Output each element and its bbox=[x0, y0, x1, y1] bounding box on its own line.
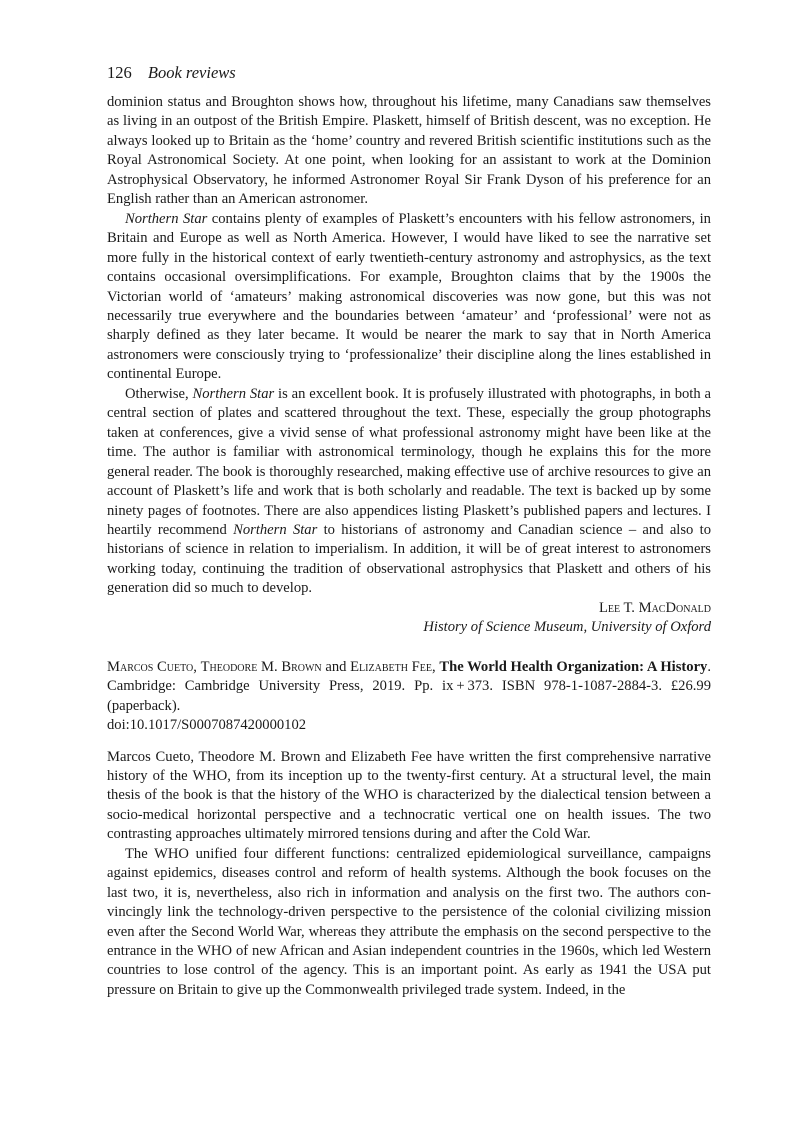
author-name: Elizabeth Fee bbox=[350, 658, 432, 675]
paragraph: Northern Star contains plenty of examples of Plaskett’s encounters with his fellow astronomers, in Britain and Europe as well as North America. However, I would have liked to see the narrative set more fully in the historical context of early twentieth-century astronomy and astrophysics, as the text contains occasional oversimplifications. For example, Broughton claims that by the 1900s the Victorian world of ‘amateurs’ making astronomical discoveries was now gone, but this was not necessarily true everywhere and the boundaries between ‘amateur’ and ‘professional’ were not as sharply defined as they later became. It would be nearer the mark to say that in North America astronomers were consciously trying to ‘professionalize’ their discipline along the lines established in continental Europe. bbox=[107, 210, 711, 383]
page-number: 126 bbox=[107, 63, 132, 82]
author-name: Marcos Cueto bbox=[107, 658, 194, 675]
paragraph: Otherwise, Northern Star is an excellent book. It is profusely illustrated with photographs, in both a central section of plates and scattered throughout the text. These, especially the group photographs taken at conferences, give a vivid sense of what professional astronomy might have been like at the time. The author is familiar with astronomical terminology, though he explains this for the more general reader. The book is thoroughly researched, making effective use of archive resources to give an account of Plaskett’s life and work that is both scholarly and readable. The text is backed up by some ninety pages of footnotes. There are also appendices listing Plaskett’s published papers and lectures. I heartily recommend Northern Star to historians of astronomy and Canadian science – and also to historians of science in relation to imperialism. In addition, it will be of great interest to astronomers working today, continuing the tradition of observational astrophysics that Plaskett and others of his generation did so much to develop. bbox=[107, 385, 711, 597]
book-title-italic: Northern Star bbox=[125, 210, 208, 227]
paragraph: Marcos Cueto, Theodore M. Brown and Elizabeth Fee have written the first comprehensive narrative history of the WHO, from its inception up to the twenty-first century. At a structural level, the main thesis of the book is that the history of the WHO is characterized by the dialectical tension between a socio-medical horizontal perspective and a technocratic vertical one on health issues. The two contrasting approaches ultimately mirrored tensions during and after the Cold War. bbox=[107, 748, 711, 843]
running-head bbox=[107, 62, 711, 84]
section-title: Book reviews bbox=[147, 63, 236, 82]
book-title-italic: Northern Star bbox=[192, 385, 275, 402]
paragraph: dominion status and Broughton shows how, throughout his lifetime, many Canadians saw themselves as living in an outpost of the British Empire. Plaskett, himself of British descent, was no exception. He always looked up to Britain as the ‘home’ country and revered British scientific institutions such as the Royal Astronomical Society. At one point, when looking for an assistant to work at the Dominion Astrophysical Observatory, he informed Astronomer Royal Sir Frank Dyson of his preference for an English rather than an American astronomer. bbox=[107, 94, 711, 208]
reviewer-name: Lee T. MacDonald bbox=[598, 599, 711, 616]
review-2 bbox=[107, 658, 711, 1001]
review-1 bbox=[107, 93, 711, 638]
book-title: The World Health Organization: A History bbox=[439, 658, 708, 675]
author-name: Theodore M. Brown bbox=[200, 658, 322, 675]
paragraph: The WHO unified four different functions: centralized epidemiological surveillance, campaigns against epidemics, diseases control and reform of health systems. Although the book focuses on the last two, it is, nevertheless, also rich in information and analysis on the first two. The authors convincingly link the technology-driven perspective to the persistence of the colonial civilizing mission even after the Second World War, whereas they attribute the emphasis on the second perspective to the entrance in the WHO of new African and Asian independent countries in the 1960s, which led Western countries to lose control of the agency. This is an important point. As early as 1941 the USA put pressure on Britain to give up the Commonwealth privileged trade system. Indeed, in the bbox=[107, 845, 711, 998]
publication-details: . Cambridge: Cambridge University Press, 2019. Pp. ix + 373. ISBN 978-1-1087-2884-3. £26.99 (paperback). bbox=[107, 658, 712, 714]
page bbox=[107, 62, 711, 1000]
book-title-italic: Northern Star bbox=[233, 521, 318, 538]
book-citation: Marcos Cueto, Theodore M. Brown and Elizabeth Fee, The World Health Organization: A History. Cambridge: Cambridge University Press, 2019. Pp. ix + 373. ISBN 978-1-1087-2884-3. £26.99 (paperback). bbox=[107, 658, 712, 714]
reviewer-affiliation: History of Science Museum, University of Oxford bbox=[423, 619, 711, 636]
doi: doi:10.1017/S0007087420000102 bbox=[107, 717, 307, 734]
